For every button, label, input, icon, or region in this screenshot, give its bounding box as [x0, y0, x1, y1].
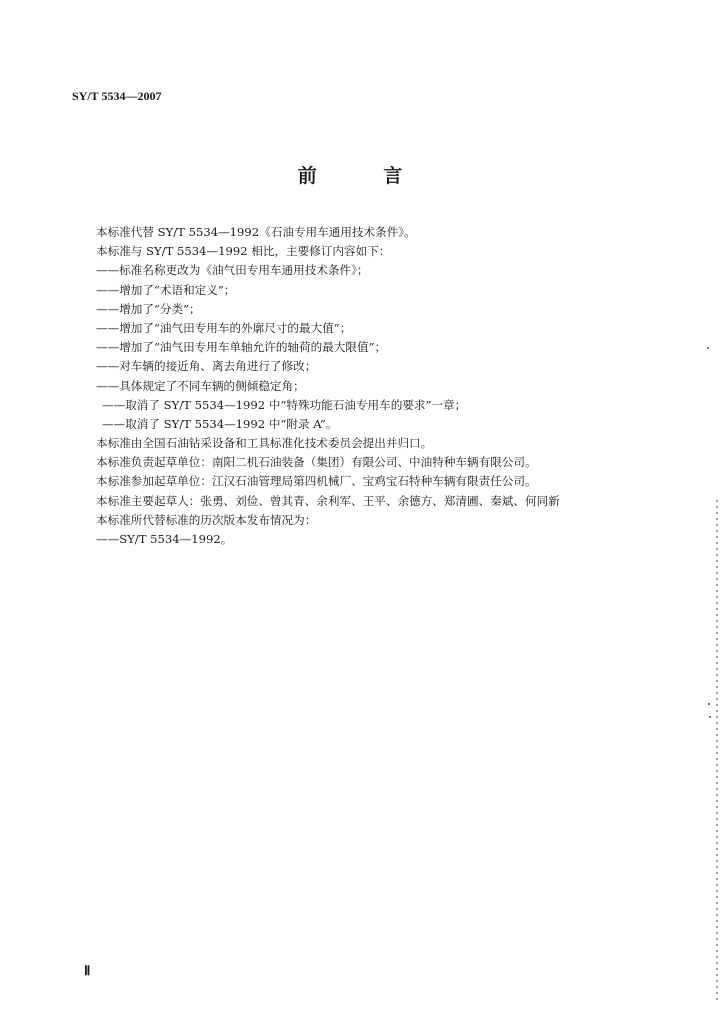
- foreword-line: ——SY/T 5534—1992。: [96, 532, 233, 546]
- page-number: Ⅱ: [84, 963, 91, 978]
- foreword-line: 本标准所代替标准的历次版本发布情况为：: [96, 512, 317, 527]
- foreword-line: ——取消了 SY/T 5534—1992 中“附录 A”。: [102, 416, 338, 431]
- foreword-line: 本标准代替 SY/T 5534—1992《石油专用车通用技术条件》。: [96, 225, 416, 239]
- foreword-line: 本标准参加起草单位：江汉石油管理局第四机械厂、宝鸡宝石特种车辆有限责任公司。: [96, 474, 537, 489]
- document-code: SY/T 5534—2007: [72, 89, 162, 103]
- scan-edge-artifact: [716, 500, 718, 1000]
- scan-speck: [707, 347, 709, 349]
- foreword-body: [96, 223, 686, 549]
- foreword-line: 本标准与 SY/T 5534—1992 相比，主要修订内容如下：: [96, 244, 391, 259]
- foreword-line: ——对车辆的接近角、离去角进行了修改；: [96, 359, 317, 374]
- foreword-line: ——增加了“术语和定义”；: [96, 282, 236, 297]
- foreword-line: 本标准负责起草单位：南阳二机石油装备（集团）有限公司、中油特种车辆有限公司。: [96, 455, 537, 470]
- foreword-line: ——增加了“油气田专用车的外廓尺寸的最大值”；: [96, 320, 352, 335]
- foreword-line: ——取消了 SY/T 5534—1992 中“特殊功能石油专用车的要求”一章；: [102, 397, 467, 412]
- foreword-line: ——具体规定了不同车辆的侧倾稳定角；: [96, 378, 305, 393]
- foreword-line: 本标准主要起草人：张勇、刘俭、曾其青、余利军、王平、余德方、郑清圃、秦斌、何同新: [96, 493, 560, 508]
- scan-speck: [709, 716, 711, 718]
- foreword-line: ——标准名称更改为《油气田专用车通用技术条件》；: [96, 263, 369, 278]
- scan-speck: [708, 703, 710, 705]
- page-title: 前 言: [297, 165, 433, 187]
- foreword-line: ——增加了“油气田专用车单轴允许的轴荷的最大限值”；: [96, 340, 387, 355]
- foreword-line: ——增加了“分类”；: [96, 301, 201, 316]
- foreword-line: 本标准由全国石油钻采设备和工具标准化技术委员会提出并归口。: [96, 436, 433, 451]
